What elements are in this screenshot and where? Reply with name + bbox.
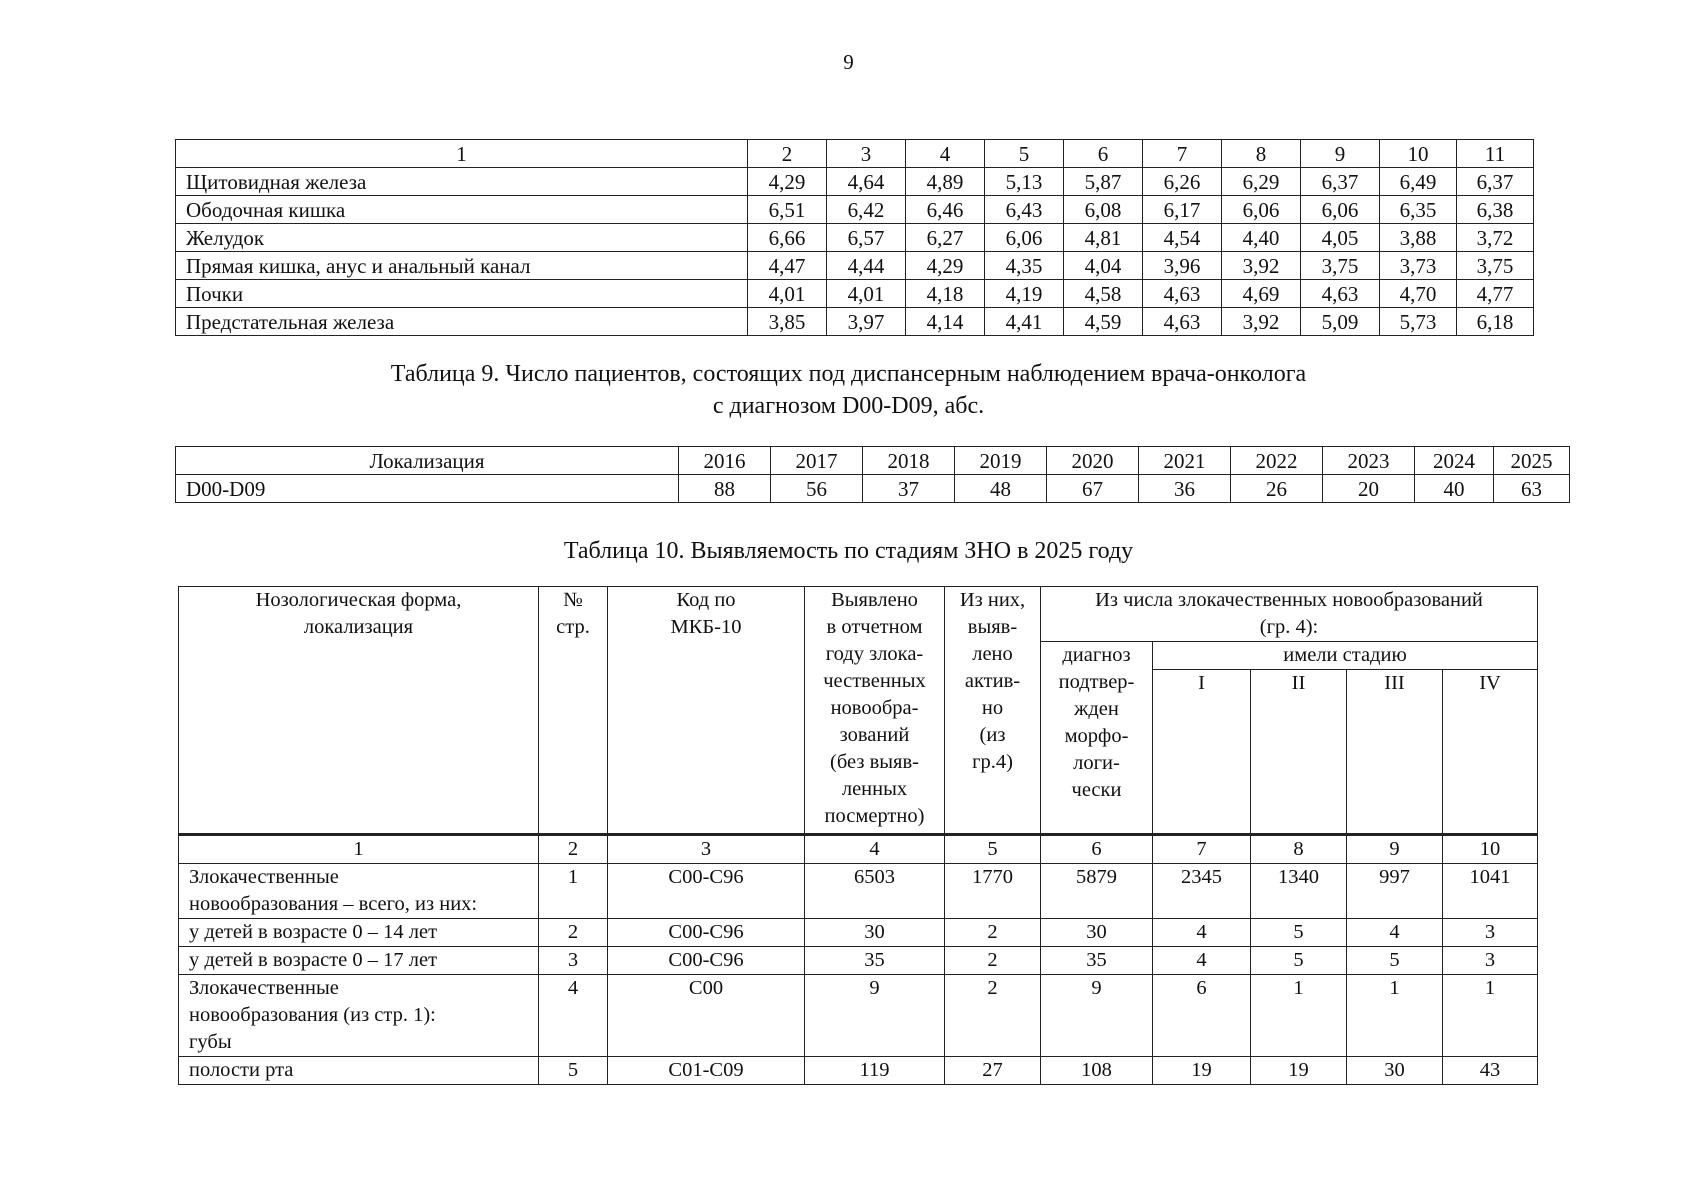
row-label: D00-D09 <box>176 475 679 503</box>
column-header: 2020 <box>1047 447 1139 475</box>
table-cell: 6,38 <box>1457 196 1534 224</box>
table-cell: 2345 <box>1153 864 1251 919</box>
table-cell: 4,77 <box>1457 280 1534 308</box>
table-cell: 108 <box>1041 1057 1153 1085</box>
table-cell: 6,06 <box>1301 196 1380 224</box>
table-cell: 3 <box>539 947 608 975</box>
table-cell: 2 <box>945 919 1041 947</box>
table-cell: 3,92 <box>1222 308 1301 336</box>
row-label: полости рта <box>179 1057 539 1085</box>
table-cell: 30 <box>1041 919 1153 947</box>
column-header: 2025 <box>1494 447 1570 475</box>
column-number: 5 <box>945 835 1041 864</box>
table-cell: 6503 <box>805 864 945 919</box>
table-cell: 3,97 <box>827 308 906 336</box>
table-row <box>176 224 1534 252</box>
table-cell: 3,85 <box>748 308 827 336</box>
table-cell: 4 <box>1153 919 1251 947</box>
column-number: 3 <box>827 140 906 168</box>
table-cell: 4,18 <box>906 280 985 308</box>
column-numbers-row <box>179 835 1538 864</box>
row-label: Ободочная кишка <box>176 196 748 224</box>
table-cell: 6,37 <box>1301 168 1380 196</box>
table-cell: 56 <box>771 475 863 503</box>
table-cell: 6,37 <box>1457 168 1534 196</box>
table-cell: 1 <box>1443 975 1538 1057</box>
table-cell: 1770 <box>945 864 1041 919</box>
table-cell: 6,17 <box>1143 196 1222 224</box>
table-cell: 67 <box>1047 475 1139 503</box>
table-cell: 4,63 <box>1143 308 1222 336</box>
table-cell: 4,54 <box>1143 224 1222 252</box>
table-cell: 63 <box>1494 475 1570 503</box>
column-number: 8 <box>1251 835 1347 864</box>
table-cell: 5 <box>539 1057 608 1085</box>
table-cell: 1041 <box>1443 864 1538 919</box>
table-cell: 6,66 <box>748 224 827 252</box>
table-cell: 4,47 <box>748 252 827 280</box>
column-header: 2017 <box>771 447 863 475</box>
table-cell: 5 <box>1251 919 1347 947</box>
table-cell: 40 <box>1415 475 1494 503</box>
table-cell: 3,73 <box>1380 252 1457 280</box>
table-cell: 4,29 <box>748 168 827 196</box>
column-number: 7 <box>1143 140 1222 168</box>
row-label: у детей в возрасте 0 – 14 лет <box>179 919 539 947</box>
table-cell: 119 <box>805 1057 945 1085</box>
table-cell: 4,69 <box>1222 280 1301 308</box>
table-cell: 6,06 <box>985 224 1064 252</box>
table-cell: 2 <box>945 975 1041 1057</box>
column-number: 10 <box>1443 835 1538 864</box>
table-row <box>176 475 1570 503</box>
table-cell: 1 <box>539 864 608 919</box>
incidence-table-continuation <box>175 139 1534 336</box>
column-number: 7 <box>1153 835 1251 864</box>
column-number: 10 <box>1380 140 1457 168</box>
table-cell: 35 <box>1041 947 1153 975</box>
table-cell: 6,49 <box>1380 168 1457 196</box>
table-cell: 6,43 <box>985 196 1064 224</box>
table-cell: 4,05 <box>1301 224 1380 252</box>
table-cell: С01-С09 <box>608 1057 805 1085</box>
table-row <box>179 864 1538 919</box>
row-label: у детей в возрасте 0 – 17 лет <box>179 947 539 975</box>
header-row-number: № стр. <box>539 587 608 835</box>
table-cell: С00 <box>608 975 805 1057</box>
table-cell: 26 <box>1231 475 1323 503</box>
table-row <box>176 252 1534 280</box>
row-label: Предстательная железа <box>176 308 748 336</box>
column-number: 4 <box>906 140 985 168</box>
table-cell: 4,59 <box>1064 308 1143 336</box>
table-cell: 5879 <box>1041 864 1153 919</box>
table-cell: 4,01 <box>827 280 906 308</box>
table-row <box>179 1057 1538 1085</box>
header-detected: Выявлено в отчетном году злока- чественных новообра- зований (без выяв- ленных посмертно) <box>805 587 945 835</box>
row-label: Щитовидная железа <box>176 168 748 196</box>
table-cell: 37 <box>863 475 955 503</box>
header-malignant-group: Из числа злокачественных новообразований (гр. 4): <box>1041 587 1538 642</box>
table-cell: 3,88 <box>1380 224 1457 252</box>
column-number: 1 <box>176 140 748 168</box>
table-row <box>176 308 1534 336</box>
column-number: 9 <box>1347 835 1443 864</box>
column-number: 6 <box>1064 140 1143 168</box>
table-cell: 30 <box>1347 1057 1443 1085</box>
table-cell: 43 <box>1443 1057 1538 1085</box>
table-cell: 5,09 <box>1301 308 1380 336</box>
column-number: 8 <box>1222 140 1301 168</box>
column-number: 2 <box>539 835 608 864</box>
table-cell: 4,01 <box>748 280 827 308</box>
table-cell: 5 <box>1347 947 1443 975</box>
table-cell: 2 <box>539 919 608 947</box>
column-header: 2022 <box>1231 447 1323 475</box>
table-cell: 3,96 <box>1143 252 1222 280</box>
table-cell: 4 <box>1347 919 1443 947</box>
row-label: Злокачественные новообразования – всего, из них: <box>179 864 539 919</box>
table-header-row <box>176 447 1570 475</box>
header-morphology-confirmed: диагноз подтвер- жден морфо- логи- чески <box>1041 642 1153 835</box>
column-number: 5 <box>985 140 1064 168</box>
table-cell: 997 <box>1347 864 1443 919</box>
column-header: 2016 <box>679 447 771 475</box>
table-cell: 48 <box>955 475 1047 503</box>
table-header-row <box>179 587 1538 642</box>
table-cell: 6,27 <box>906 224 985 252</box>
column-number: 4 <box>805 835 945 864</box>
table-cell: 88 <box>679 475 771 503</box>
header-icd10-code: Код по МКБ-10 <box>608 587 805 835</box>
table-cell: 3,75 <box>1301 252 1380 280</box>
table-cell: 3,72 <box>1457 224 1534 252</box>
column-number: 2 <box>748 140 827 168</box>
table-header-row <box>176 140 1534 168</box>
row-label: Почки <box>176 280 748 308</box>
header-nosological-form: Нозологическая форма, локализация <box>179 587 539 835</box>
table-row <box>179 919 1538 947</box>
table-cell: 4,81 <box>1064 224 1143 252</box>
header-actively-detected: Из них, выяв- лено актив- но (из гр.4) <box>945 587 1041 835</box>
table-cell: 4 <box>1153 947 1251 975</box>
table-cell: 4,63 <box>1301 280 1380 308</box>
table-cell: 6,57 <box>827 224 906 252</box>
header-stage: III <box>1347 670 1443 835</box>
table-cell: 4,63 <box>1143 280 1222 308</box>
column-header: 2018 <box>863 447 955 475</box>
table-cell: 4,35 <box>985 252 1064 280</box>
table-row <box>176 280 1534 308</box>
column-number: 11 <box>1457 140 1534 168</box>
table-cell: 9 <box>1041 975 1153 1057</box>
table10-caption: Таблица 10. Выявляемость по стадиям ЗНО в 2025 году <box>563 538 1134 564</box>
table9-caption <box>0 358 1697 422</box>
table-cell: 5,13 <box>985 168 1064 196</box>
table-cell: 4 <box>539 975 608 1057</box>
table-cell: 9 <box>805 975 945 1057</box>
table-cell: 6,18 <box>1457 308 1534 336</box>
column-header: Локализация <box>176 447 679 475</box>
table-cell: 19 <box>1153 1057 1251 1085</box>
table-cell: 4,70 <box>1380 280 1457 308</box>
table9-caption-line1: Таблица 9. Число пациентов, состоящих под диспансерным наблюдением врача-онколога <box>390 361 1307 387</box>
table-cell: 19 <box>1251 1057 1347 1085</box>
table-cell: 5,73 <box>1380 308 1457 336</box>
column-number: 1 <box>179 835 539 864</box>
table-cell: 4,40 <box>1222 224 1301 252</box>
table-cell: 1 <box>1251 975 1347 1057</box>
table-cell: 20 <box>1323 475 1415 503</box>
table-cell: 6,08 <box>1064 196 1143 224</box>
table-cell: С00-С96 <box>608 947 805 975</box>
row-label: Желудок <box>176 224 748 252</box>
column-header: 2019 <box>955 447 1047 475</box>
column-header: 2021 <box>1139 447 1231 475</box>
table-cell: 4,89 <box>906 168 985 196</box>
header-stage: II <box>1251 670 1347 835</box>
header-stage: IV <box>1443 670 1538 835</box>
table-cell: 4,64 <box>827 168 906 196</box>
table-cell: 5 <box>1251 947 1347 975</box>
table-cell: 6 <box>1153 975 1251 1057</box>
table-cell: 6,35 <box>1380 196 1457 224</box>
row-label: Прямая кишка, анус и анальный канал <box>176 252 748 280</box>
table-cell: 1 <box>1347 975 1443 1057</box>
header-stage: I <box>1153 670 1251 835</box>
table-cell: 6,26 <box>1143 168 1222 196</box>
table-cell: 5,87 <box>1064 168 1143 196</box>
table-cell: 4,29 <box>906 252 985 280</box>
table-cell: 4,14 <box>906 308 985 336</box>
row-label: Злокачественные новообразования (из стр. 1): губы <box>179 975 539 1057</box>
table9-caption-line2: с диагнозом D00-D09, абс. <box>712 393 985 419</box>
table-cell: 4,41 <box>985 308 1064 336</box>
column-header: 2023 <box>1323 447 1415 475</box>
header-stage-group: имели стадию <box>1153 642 1538 670</box>
column-header: 2024 <box>1415 447 1494 475</box>
table-row <box>179 975 1538 1057</box>
table-cell: 4,19 <box>985 280 1064 308</box>
column-number: 9 <box>1301 140 1380 168</box>
table-cell: 4,44 <box>827 252 906 280</box>
table-cell: 27 <box>945 1057 1041 1085</box>
table-row <box>176 196 1534 224</box>
table-cell: 6,29 <box>1222 168 1301 196</box>
table-cell: 36 <box>1139 475 1231 503</box>
table-cell: 6,06 <box>1222 196 1301 224</box>
table-cell: 4,58 <box>1064 280 1143 308</box>
table-cell: 35 <box>805 947 945 975</box>
table-cell: С00-С96 <box>608 864 805 919</box>
column-number: 6 <box>1041 835 1153 864</box>
table-cell: 6,51 <box>748 196 827 224</box>
page-number: 9 <box>843 50 854 74</box>
table-cell: 3,75 <box>1457 252 1534 280</box>
table-cell: 6,46 <box>906 196 985 224</box>
table-cell: 3 <box>1443 919 1538 947</box>
table-cell: 1340 <box>1251 864 1347 919</box>
table-cell: 3,92 <box>1222 252 1301 280</box>
table-cell: 6,42 <box>827 196 906 224</box>
table9 <box>175 446 1570 503</box>
table-row <box>176 168 1534 196</box>
table-cell: 30 <box>805 919 945 947</box>
table-cell: 4,04 <box>1064 252 1143 280</box>
column-number: 3 <box>608 835 805 864</box>
table-cell: 3 <box>1443 947 1538 975</box>
table-cell: С00-С96 <box>608 919 805 947</box>
table-cell: 2 <box>945 947 1041 975</box>
table-row <box>179 947 1538 975</box>
table10 <box>178 586 1538 1085</box>
